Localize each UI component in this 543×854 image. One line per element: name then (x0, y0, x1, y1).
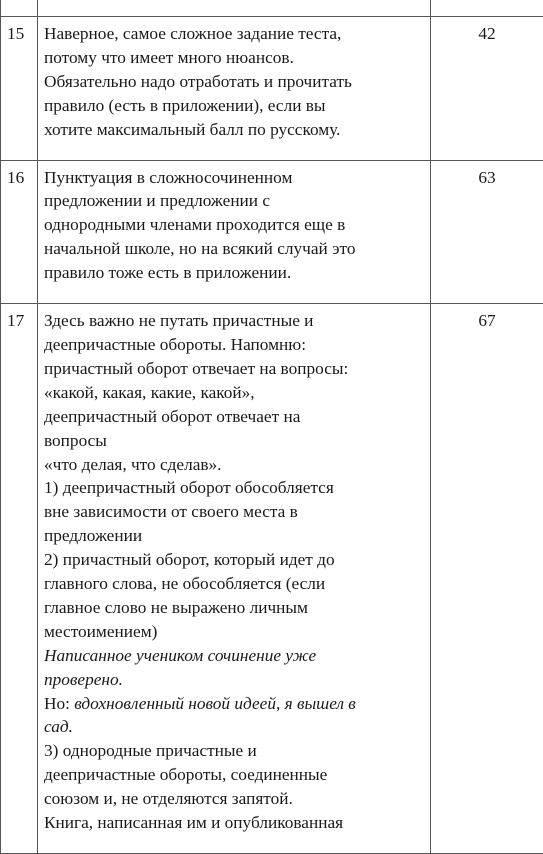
page-number: 67 (431, 304, 543, 854)
task-description (38, 304, 431, 854)
text-line: деепричастные обороты, соединенные (44, 763, 424, 787)
text-line: деепричастные обороты. Напомню: (44, 333, 424, 357)
empty-cell (1, 0, 38, 17)
but-example-line (44, 692, 424, 716)
text-line: начальной школе, но на всякий случай это (44, 237, 424, 261)
text-line: главного слова, не обособляется (если (44, 572, 424, 596)
text-line: главное слово не выражено личным (44, 596, 424, 620)
example-line: сад. (44, 715, 424, 739)
page-number: 63 (431, 160, 543, 304)
text-line: предложении (44, 524, 424, 548)
example-line: Написанное учеником сочинение уже (44, 644, 424, 668)
text-line: 2) причастный оборот, который идет до (44, 548, 424, 572)
table-row (1, 160, 543, 304)
text-line: «какой, какая, какие, какой», (44, 381, 424, 405)
text-line: вопросы (44, 429, 424, 453)
table-row (1, 17, 543, 161)
task-description (38, 160, 431, 304)
text-line: потому что имеет много нюансов. (44, 46, 424, 70)
table-row (1, 304, 543, 854)
text-line: «что делая, что сделав». (44, 453, 424, 477)
page-number: 42 (431, 17, 543, 161)
text-line: деепричастный оборот отвечает на (44, 405, 424, 429)
text-line: однородными членами проходится еще в (44, 213, 424, 237)
example-text: вдохновленный новой идеей, я вышел в (74, 694, 356, 713)
empty-cell (38, 0, 431, 17)
text-line: причастный оборот отвечает на вопросы: (44, 357, 424, 381)
text-line: 1) деепричастный оборот обособляется (44, 476, 424, 500)
text-line: хотите максимальный балл по русскому. (44, 118, 424, 142)
text-line: Наверное, самое сложное задание теста, (44, 22, 424, 46)
empty-cell (431, 0, 543, 17)
text-line: предложении и предложении с (44, 189, 424, 213)
but-prefix: Но: (44, 694, 74, 713)
text-line: правило (есть в приложении), если вы (44, 94, 424, 118)
text-line: союзом и, не отделяются запятой. (44, 787, 424, 811)
task-description (38, 17, 431, 161)
text-line: 3) однородные причастные и (44, 739, 424, 763)
text-line: Здесь важно не путать причастные и (44, 309, 424, 333)
task-number: 16 (1, 160, 38, 304)
text-line: Обязательно надо отработать и прочитать (44, 70, 424, 94)
text-line: местоимением) (44, 620, 424, 644)
table-row-top-empty (1, 0, 543, 17)
task-number: 17 (1, 304, 38, 854)
text-line: вне зависимости от своего места в (44, 500, 424, 524)
text-line: правило тоже есть в приложении. (44, 261, 424, 285)
text-line: Пунктуация в сложносочиненном (44, 166, 424, 190)
task-number: 15 (1, 17, 38, 161)
text-line: Книга, написанная им и опубликованная (44, 811, 424, 835)
example-line: проверено. (44, 668, 424, 692)
